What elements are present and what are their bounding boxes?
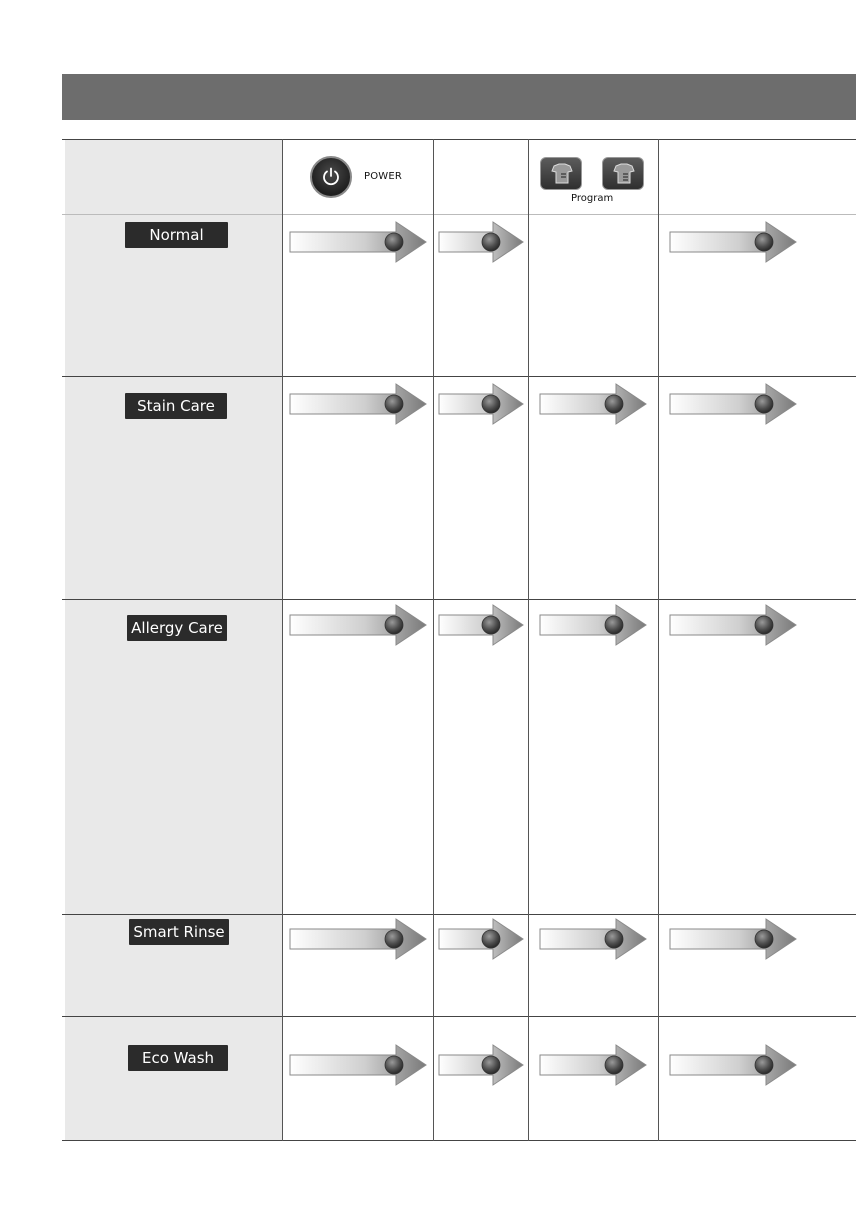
arrow-icon [439,919,523,959]
arrow-icon [439,222,523,262]
power-label: POWER [364,171,403,182]
row-label-stain-care: Stain Care [125,393,227,419]
arrow-icon [540,919,646,959]
arrow-icon [670,222,796,262]
arrow-icon [670,919,796,959]
program-table [62,139,856,1141]
row-label-allergy-care: Allergy Care [127,615,227,641]
arrow-icon [670,605,796,645]
section-header-bar [62,74,856,120]
program-label: Program [571,193,614,204]
arrow-icon [670,1045,796,1085]
arrow-icon [290,605,426,645]
arrow-icon [540,384,646,424]
row-label-eco-wash: Eco Wash [128,1045,228,1071]
arrow-icon [540,605,646,645]
arrow-icon [540,1045,646,1085]
arrow-icon [290,1045,426,1085]
arrow-icon [290,384,426,424]
arrow-icon [439,605,523,645]
arrow-icon [439,384,523,424]
arrow-icon [290,222,426,262]
arrow-layer [62,139,856,1141]
arrow-icon [290,919,426,959]
row-label-smart-rinse: Smart Rinse [129,919,229,945]
row-label-normal: Normal [125,222,228,248]
arrow-icon [439,1045,523,1085]
arrow-icon [670,384,796,424]
